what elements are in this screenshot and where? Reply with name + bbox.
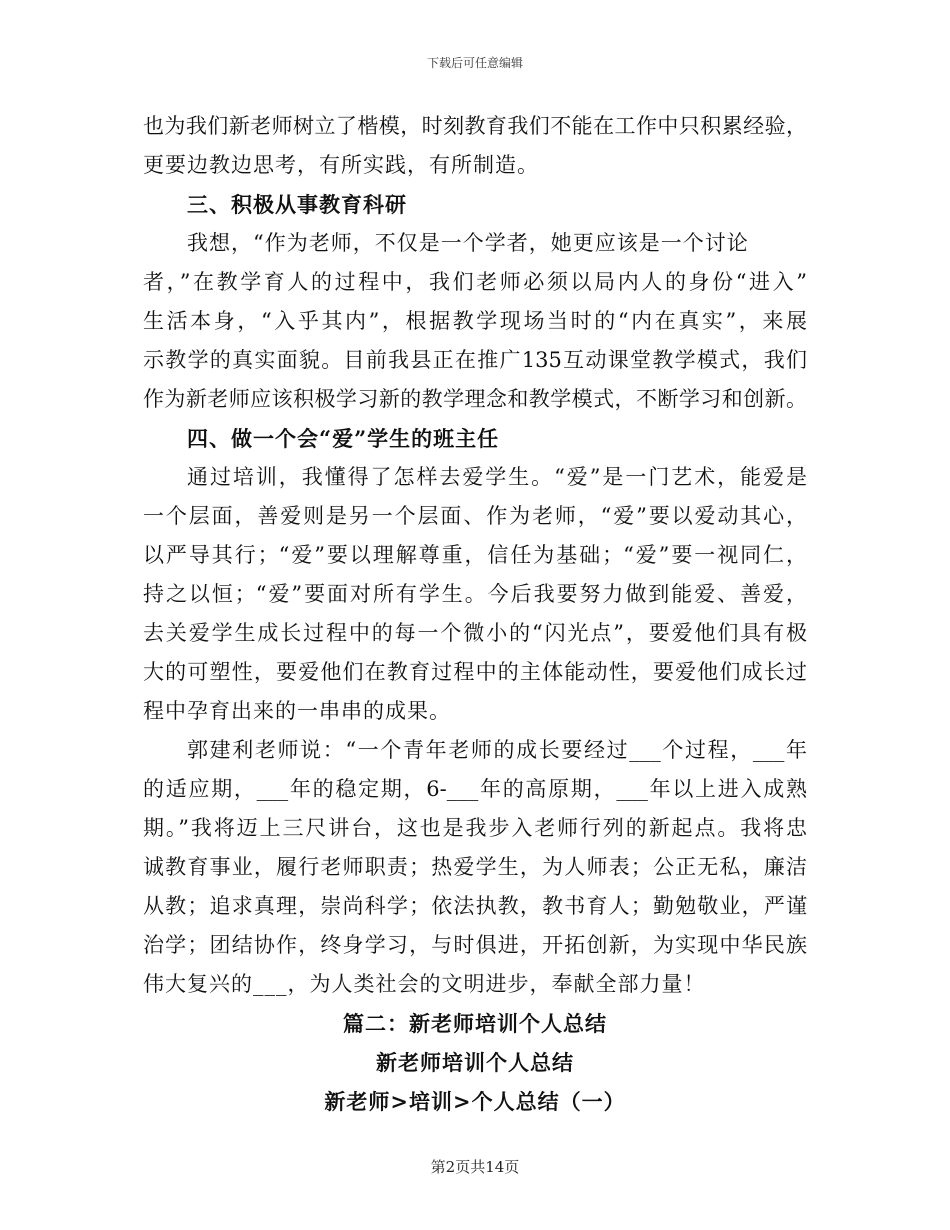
paragraph-line: 期。”我将迈上三尺讲台，这也是我步入老师行列的新起点。我将忠 — [143, 816, 807, 840]
paragraph-line: 也为我们新老师树立了楷模，时刻教育我们不能在工作中只积累经验， — [143, 114, 807, 138]
paragraph-line: 程中孕育出来的一串串的成果。 — [143, 699, 451, 723]
paragraph-line: 郭建利老师说：“一个青年老师的成长要经过___个过程，___年 — [187, 738, 807, 762]
section-heading-3: 三、积极从事教育科研 — [187, 192, 407, 217]
chapter-title: 篇二：新老师培训个人总结 — [343, 1011, 607, 1036]
paragraph-line: 作为新老师应该积极学习新的教学理念和教学模式，不断学习和创新。 — [143, 387, 807, 411]
document-title: 新老师培训个人总结 — [376, 1050, 574, 1075]
paragraph-line: 者，”在教学育人的过程中，我们老师必须以局内人的身份“进入” — [143, 270, 807, 294]
paragraph-line: 从教；追求真理，崇尚科学；依法执教，教书育人；勤勉敬业，严谨 — [143, 894, 807, 918]
paragraph-line: 诚教育事业，履行老师职责；热爱学生，为人师表；公正无私，廉洁 — [143, 855, 807, 879]
document-subtitle: 新老师>培训>个人总结（一） — [324, 1089, 626, 1114]
paragraph-line: 示教学的真实面貌。目前我县正在推广135互动课堂教学模式，我们 — [143, 348, 807, 372]
paragraph-line: 治学；团结协作，终身学习，与时俱进，开拓创新，为实现中华民族 — [143, 933, 807, 957]
paragraph-line: 一个层面，善爱则是另一个层面、作为老师，“爱”要以爱动其心， — [143, 504, 807, 528]
paragraph-line: 去关爱学生成长过程中的每一个微小的“闪光点”，要爱他们具有极 — [143, 621, 807, 645]
paragraph-line: 我想，“作为老师，不仅是一个学者，她更应该是一个讨论 — [187, 231, 749, 255]
paragraph-line: 以严导其行；“爱”要以理解尊重，信任为基础；“爱”要一视同仁， — [143, 543, 807, 567]
paragraph-line: 持之以恒；“爱”要面对所有学生。今后我要努力做到能爱、善爱， — [143, 582, 807, 606]
paragraph-line: 生活本身，“入乎其内”，根据教学现场当时的“内在真实”，来展 — [143, 309, 807, 333]
paragraph-line: 通过培训，我懂得了怎样去爱学生。“爱”是一门艺术，能爱是 — [187, 465, 807, 489]
section-heading-4: 四、做一个会“爱”学生的班主任 — [187, 426, 500, 451]
page-number: 第2页共14页 — [430, 1158, 520, 1176]
paragraph-line: 的适应期，___年的稳定期，6-___年的高原期，___年以上进入成熟 — [143, 777, 807, 801]
paragraph-line: 伟大复兴的___，为人类社会的文明进步，奉献全部力量！ — [143, 972, 706, 996]
paragraph-line: 大的可塑性，要爱他们在教育过程中的主体能动性，要爱他们成长过 — [143, 660, 807, 684]
page-header: 下载后可任意编辑 — [426, 56, 523, 70]
paragraph-line: 更要边教边思考，有所实践，有所制造。 — [143, 153, 539, 177]
document-body — [143, 107, 807, 1121]
